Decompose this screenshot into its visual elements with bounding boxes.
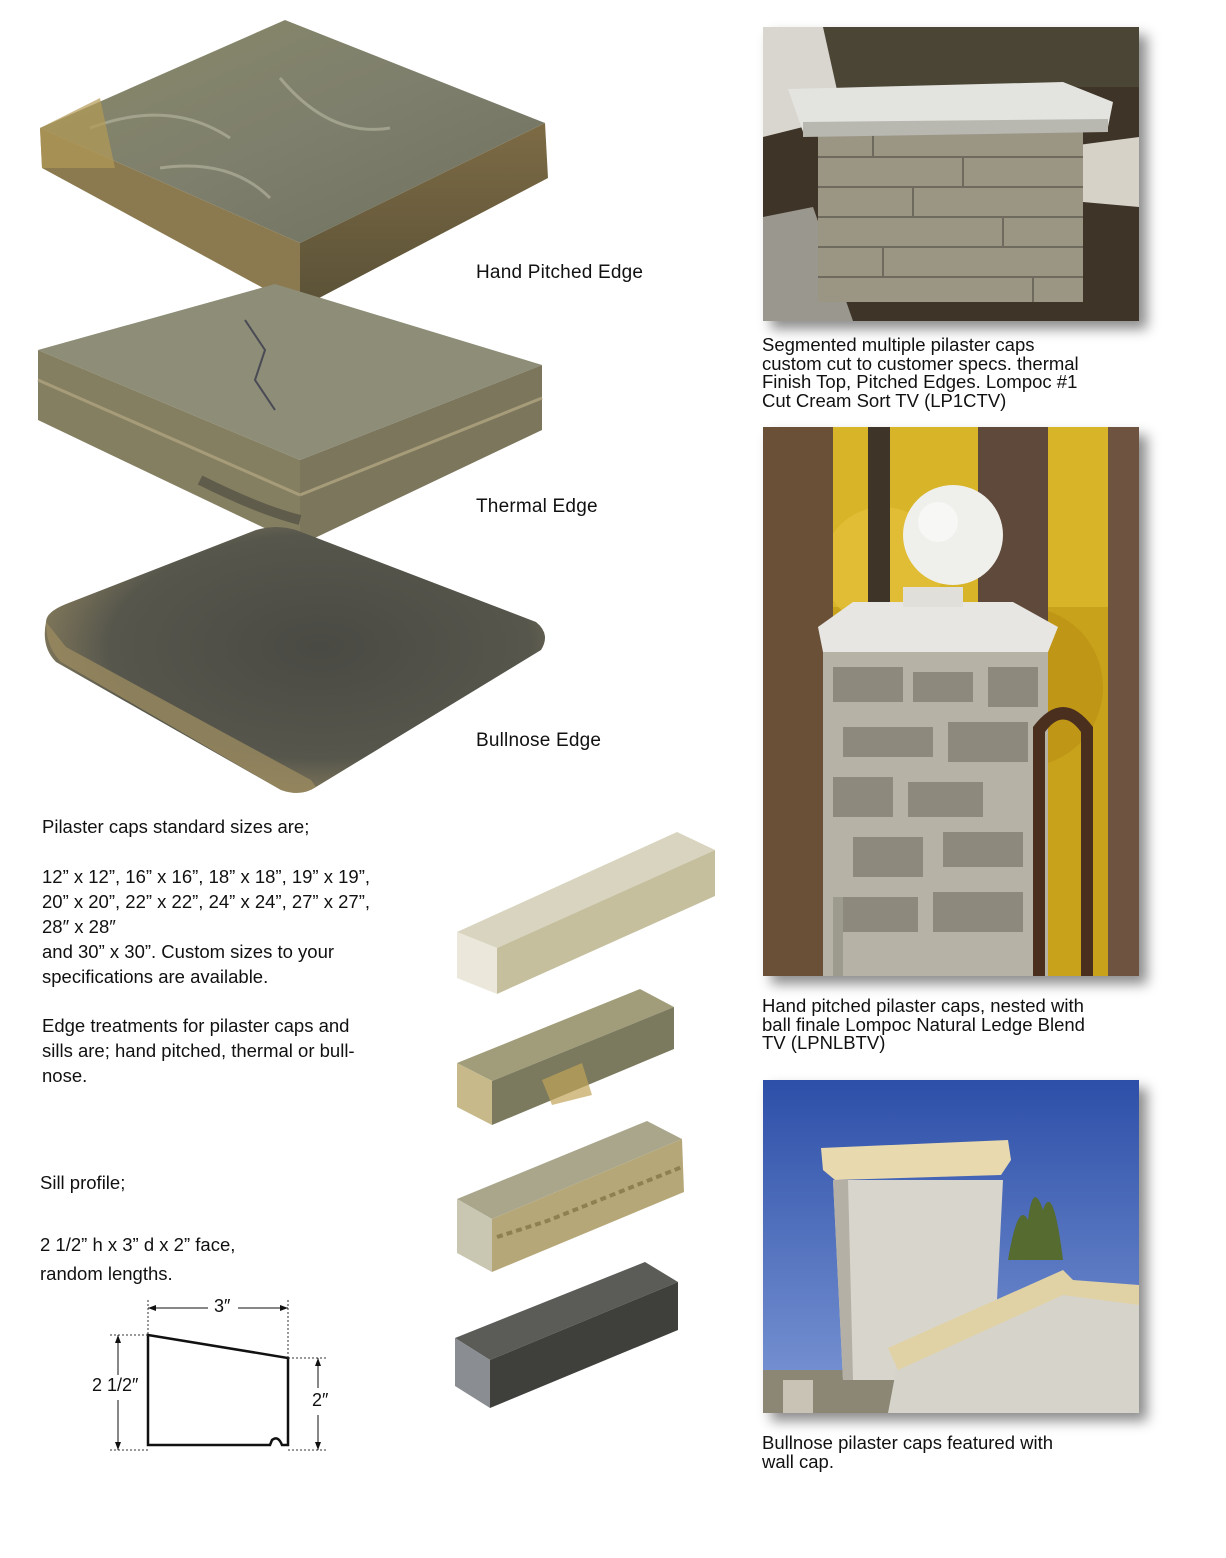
caption-line: ball finale Lompoc Natural Ledge Blend xyxy=(762,1013,1085,1035)
standard-sizes-block xyxy=(42,814,442,989)
sill-profile-diagram xyxy=(80,1290,350,1465)
sill-face-dimension: 2″ xyxy=(312,1390,329,1410)
caption-line: Segmented multiple pilaster caps xyxy=(762,334,1035,355)
caption-line: Finish Top, Pitched Edges. Lompoc #1 xyxy=(762,371,1078,392)
sill-profile-spec xyxy=(40,1230,235,1288)
caption-line: wall cap. xyxy=(762,1450,834,1472)
caption-line: TV (LPNLBTV) xyxy=(762,1032,886,1053)
sizes-line: 28″ x 28″ xyxy=(42,916,116,937)
caption-line: Bullnose pilaster caps featured with xyxy=(762,1432,1054,1453)
ball-finale-pilaster-photo xyxy=(763,427,1139,976)
sill-spec-line: 2 1/2” h x 3” d x 2” face, xyxy=(40,1234,236,1255)
standard-sizes-intro: Pilaster caps standard sizes are; xyxy=(42,816,310,837)
sizes-line: 20” x 20”, 22” x 22”, 24” x 24”, 27” x 27”, xyxy=(42,891,371,912)
edge-treatments-block xyxy=(42,1013,442,1088)
segmented-pilaster-caption xyxy=(762,336,1162,410)
sill-sample-blend-image xyxy=(452,985,692,1135)
edge-treatments-line: nose. xyxy=(42,1065,88,1086)
bullnose-cap-image xyxy=(36,522,556,802)
sill-profile-title: Sill profile; xyxy=(40,1172,126,1193)
sizes-line: 12” x 12”, 16” x 16”, 18” x 18”, 19” x 19”, xyxy=(42,866,371,887)
bullnose-wall-cap-photo xyxy=(763,1080,1139,1413)
thermal-cap-image xyxy=(30,280,550,550)
sizes-line: and 30” x 30”. Custom sizes to your xyxy=(42,941,335,962)
caption-line: Cut Cream Sort TV (LP1CTV) xyxy=(762,389,1007,411)
sill-depth-dimension: 3″ xyxy=(214,1296,231,1316)
sill-sample-cream-image xyxy=(452,826,727,1001)
hand-pitched-edge-label: Hand Pitched Edge xyxy=(476,262,644,283)
caption-line: custom cut to customer specs. thermal xyxy=(762,352,1079,374)
thermal-edge-label: Thermal Edge xyxy=(476,496,598,517)
edge-treatments-line: Edge treatments for pilaster caps and xyxy=(42,1015,350,1036)
bullnose-wall-cap-caption xyxy=(762,1434,1162,1471)
segmented-pilaster-photo xyxy=(763,27,1139,321)
sill-spec-line: random lengths. xyxy=(40,1263,173,1284)
ball-finale-caption xyxy=(762,997,1162,1053)
edge-treatments-line: sills are; hand pitched, thermal or bull- xyxy=(42,1040,355,1061)
sill-height-dimension: 2 1/2″ xyxy=(92,1375,139,1395)
caption-line: Hand pitched pilaster caps, nested with xyxy=(762,995,1084,1016)
sill-sample-dark-image xyxy=(450,1258,690,1418)
bullnose-edge-label: Bullnose Edge xyxy=(476,730,602,751)
sizes-line: specifications are available. xyxy=(42,966,269,987)
